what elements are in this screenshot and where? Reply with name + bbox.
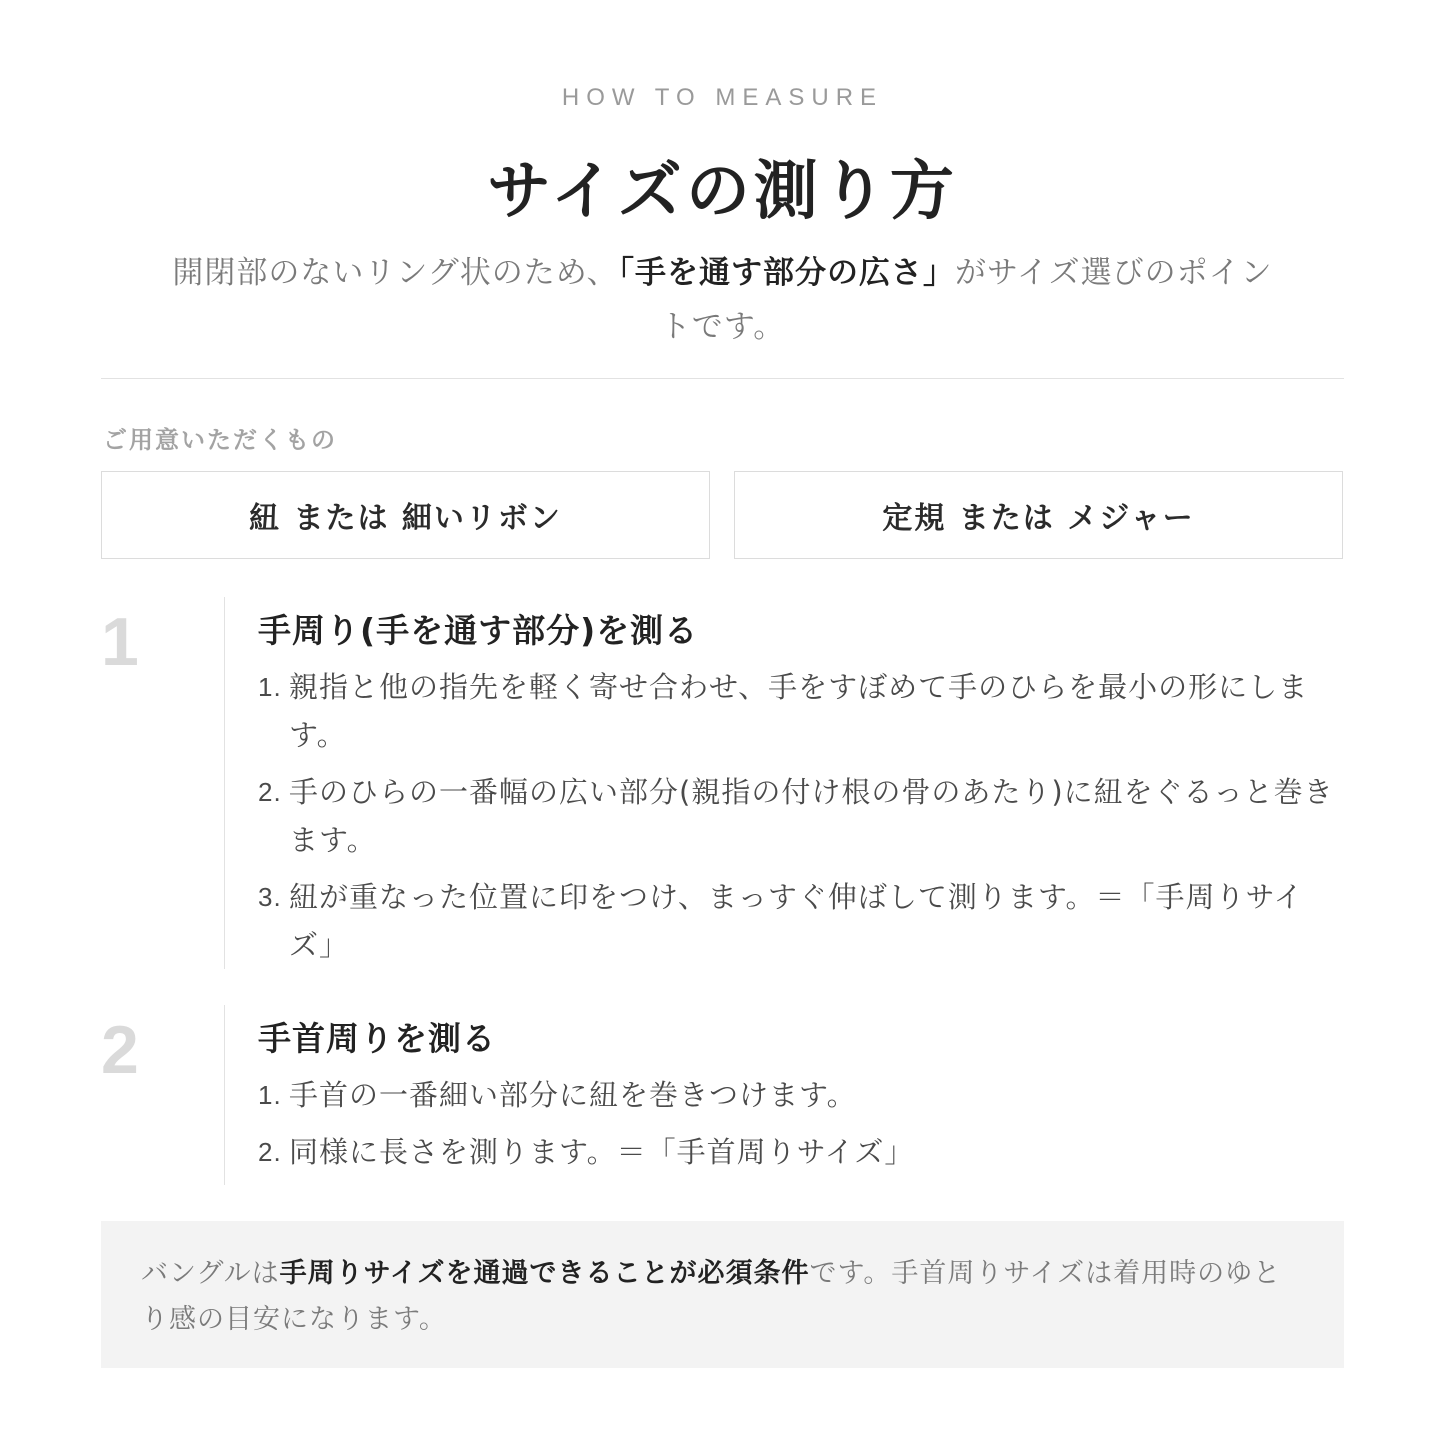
list-item	[258, 768, 1348, 864]
list-item-text: 手首の一番細い部分に紐を巻きつけます。	[289, 1078, 857, 1112]
note-text-after: です。手首周りサイズは着用時のゆとり感の目安になります。	[141, 1258, 1282, 1335]
lead-text-after: がサイズ選びのポイントです。	[659, 255, 1273, 345]
note-box	[101, 1221, 1344, 1368]
list-item-text: 手のひらの一番幅の広い部分(親指の付け根の骨のあたり)に紐をぐるっと巻きます。	[289, 775, 1334, 857]
lead-text	[160, 246, 1285, 354]
prep-label: ご用意いただくもの	[103, 426, 337, 454]
step-divider	[224, 1005, 225, 1185]
step-number: 2	[101, 1012, 139, 1088]
list-item	[258, 1128, 1348, 1176]
prep-item-ruler: 定規 または メジャー	[734, 471, 1343, 559]
list-item-number: 1.	[258, 1080, 282, 1110]
list-item-number: 2.	[258, 777, 282, 807]
step-2	[101, 1005, 1344, 1185]
step-list	[258, 663, 1348, 969]
step-body	[258, 597, 1348, 978]
list-item	[258, 663, 1348, 759]
list-item-text: 紐が重なった位置に印をつけ、まっすぐ伸ばして測ります。＝「手周りサイズ」	[289, 880, 1304, 962]
lead-text-before: 開閉部のないリング状のため、	[172, 255, 619, 291]
prep-item-string: 紐 または 細いリボン	[101, 471, 710, 559]
lead-text-emphasis: 「手を通す部分の広さ」	[618, 255, 956, 291]
step-list	[258, 1071, 1348, 1176]
section-eyebrow: HOW TO MEASURE	[561, 84, 884, 111]
page-title: サイズの測り方	[487, 155, 958, 229]
step-title: 手周り(手を通す部分)を測る	[258, 611, 699, 650]
list-item-text: 同様に長さを測ります。＝「手首周りサイズ」	[289, 1135, 915, 1169]
section-divider	[101, 378, 1344, 379]
list-item-number: 2.	[258, 1137, 282, 1167]
step-title: 手首周りを測る	[258, 1019, 496, 1058]
list-item-number: 3.	[258, 882, 282, 912]
list-item-text: 親指と他の指先を軽く寄せ合わせ、手をすぼめて手のひらを最小の形にします。	[289, 670, 1309, 752]
list-item-number: 1.	[258, 672, 282, 702]
step-1	[101, 597, 1344, 969]
step-divider	[224, 597, 225, 969]
step-body	[258, 1005, 1348, 1185]
note-text-emphasis: 手周りサイズを通過できることが必須条件	[279, 1258, 810, 1289]
list-item	[258, 873, 1348, 969]
list-item	[258, 1071, 1348, 1119]
step-number: 1	[101, 604, 139, 680]
note-text-before: バングルは	[141, 1258, 280, 1289]
